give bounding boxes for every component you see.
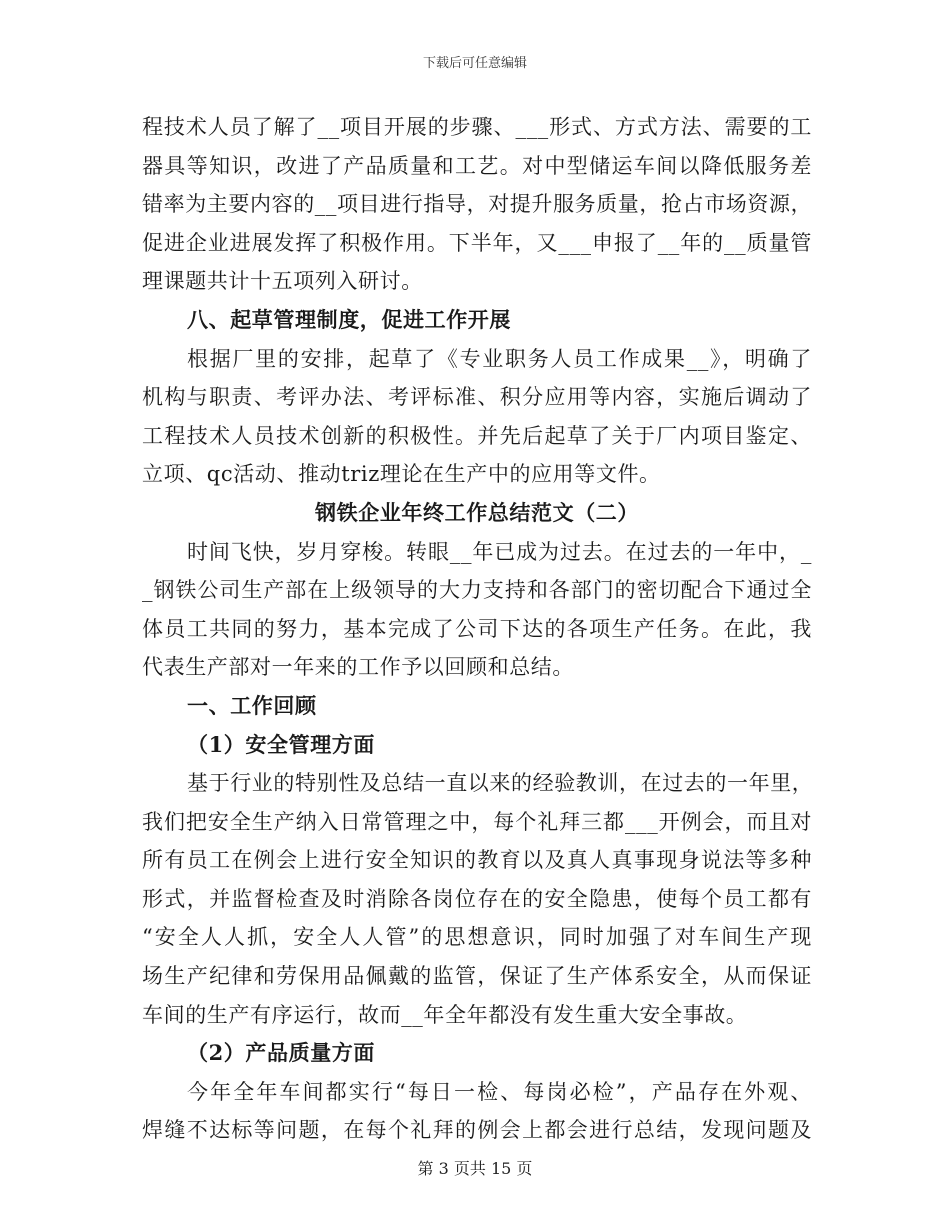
body-line: 焊缝不达标等问题，在每个礼拜的例会上都会进行总结，发现问题及 bbox=[142, 1118, 812, 1143]
subsection-heading: （1）安全管理方面 bbox=[187, 731, 376, 757]
body-line: 体员工共同的努力，基本完成了公司下达的各项生产任务。在此，我 bbox=[142, 616, 812, 641]
body-line: 根据厂里的安排，起草了《专业职务人员工作成果__》，明确了 bbox=[187, 346, 812, 371]
body-line: “安全人人抓，安全人人管”的思想意识，同时加强了对车间生产现 bbox=[142, 925, 812, 950]
body-line: 理课题共计十五项列入研讨。 bbox=[142, 269, 423, 294]
body-line: _钢铁公司生产部在上级领导的大力支持和各部门的密切配合下通过全 bbox=[142, 578, 812, 603]
document-body bbox=[142, 108, 812, 1150]
body-line: 代表生产部对一年来的工作予以回顾和总结。 bbox=[142, 655, 574, 680]
body-line: 器具等知识，改进了产品质量和工艺。对中型储运车间以降低服务差 bbox=[142, 153, 812, 178]
body-line: 我们把安全生产纳入日常管理之中，每个礼拜三都___开例会，而且对 bbox=[142, 809, 812, 834]
body-line: 时间飞快，岁月穿梭。转眼__年已成为过去。在过去的一年中，_ bbox=[187, 539, 812, 564]
body-line: 形式，并监督检查及时消除各岗位存在的安全隐患，使每个员工都有 bbox=[142, 886, 812, 911]
body-line: 促进企业进展发挥了积极作用。下半年，又___申报了__年的__质量管 bbox=[142, 230, 812, 255]
body-line: 机构与职责、考评办法、考评标准、积分应用等内容，实施后调动了 bbox=[142, 385, 812, 410]
page-number: 第 3 页共 15 页 bbox=[417, 1159, 533, 1178]
body-line: 错率为主要内容的__项目进行指导，对提升服务质量，抢占市场资源， bbox=[142, 192, 813, 217]
body-line: 车间的生产有序运行，故而__年全年都没有发生重大安全事故。 bbox=[142, 1002, 748, 1027]
body-line: 工程技术人员技术创新的积极性。并先后起草了关于厂内项目鉴定、 bbox=[142, 423, 812, 448]
header-note: 下载后可任意编辑 bbox=[422, 56, 527, 71]
document-title: 钢铁企业年终工作总结范文（二） bbox=[315, 499, 639, 525]
body-line: 场生产纪律和劳保用品佩戴的监管，保证了生产体系安全，从而保证 bbox=[142, 964, 812, 989]
subsection-heading: （2）产品质量方面 bbox=[187, 1040, 376, 1066]
body-line: 今年全年车间都实行“每日一检、每岗必检”，产品存在外观、 bbox=[187, 1079, 812, 1104]
body-line: 基于行业的特别性及总结一直以来的经验教训，在过去的一年里， bbox=[187, 771, 814, 796]
section-heading: 八、起草管理制度，促进工作开展 bbox=[187, 306, 511, 332]
body-line: 所有员工在例会上进行安全知识的教育以及真人真事现身说法等多种 bbox=[142, 848, 812, 873]
section-heading: 一、工作回顾 bbox=[187, 692, 317, 718]
body-line: 程技术人员了解了__项目开展的步骤、___形式、方式方法、需要的工 bbox=[142, 115, 812, 139]
body-line: 立项、qc活动、推动triz理论在生产中的应用等文件。 bbox=[142, 462, 661, 487]
